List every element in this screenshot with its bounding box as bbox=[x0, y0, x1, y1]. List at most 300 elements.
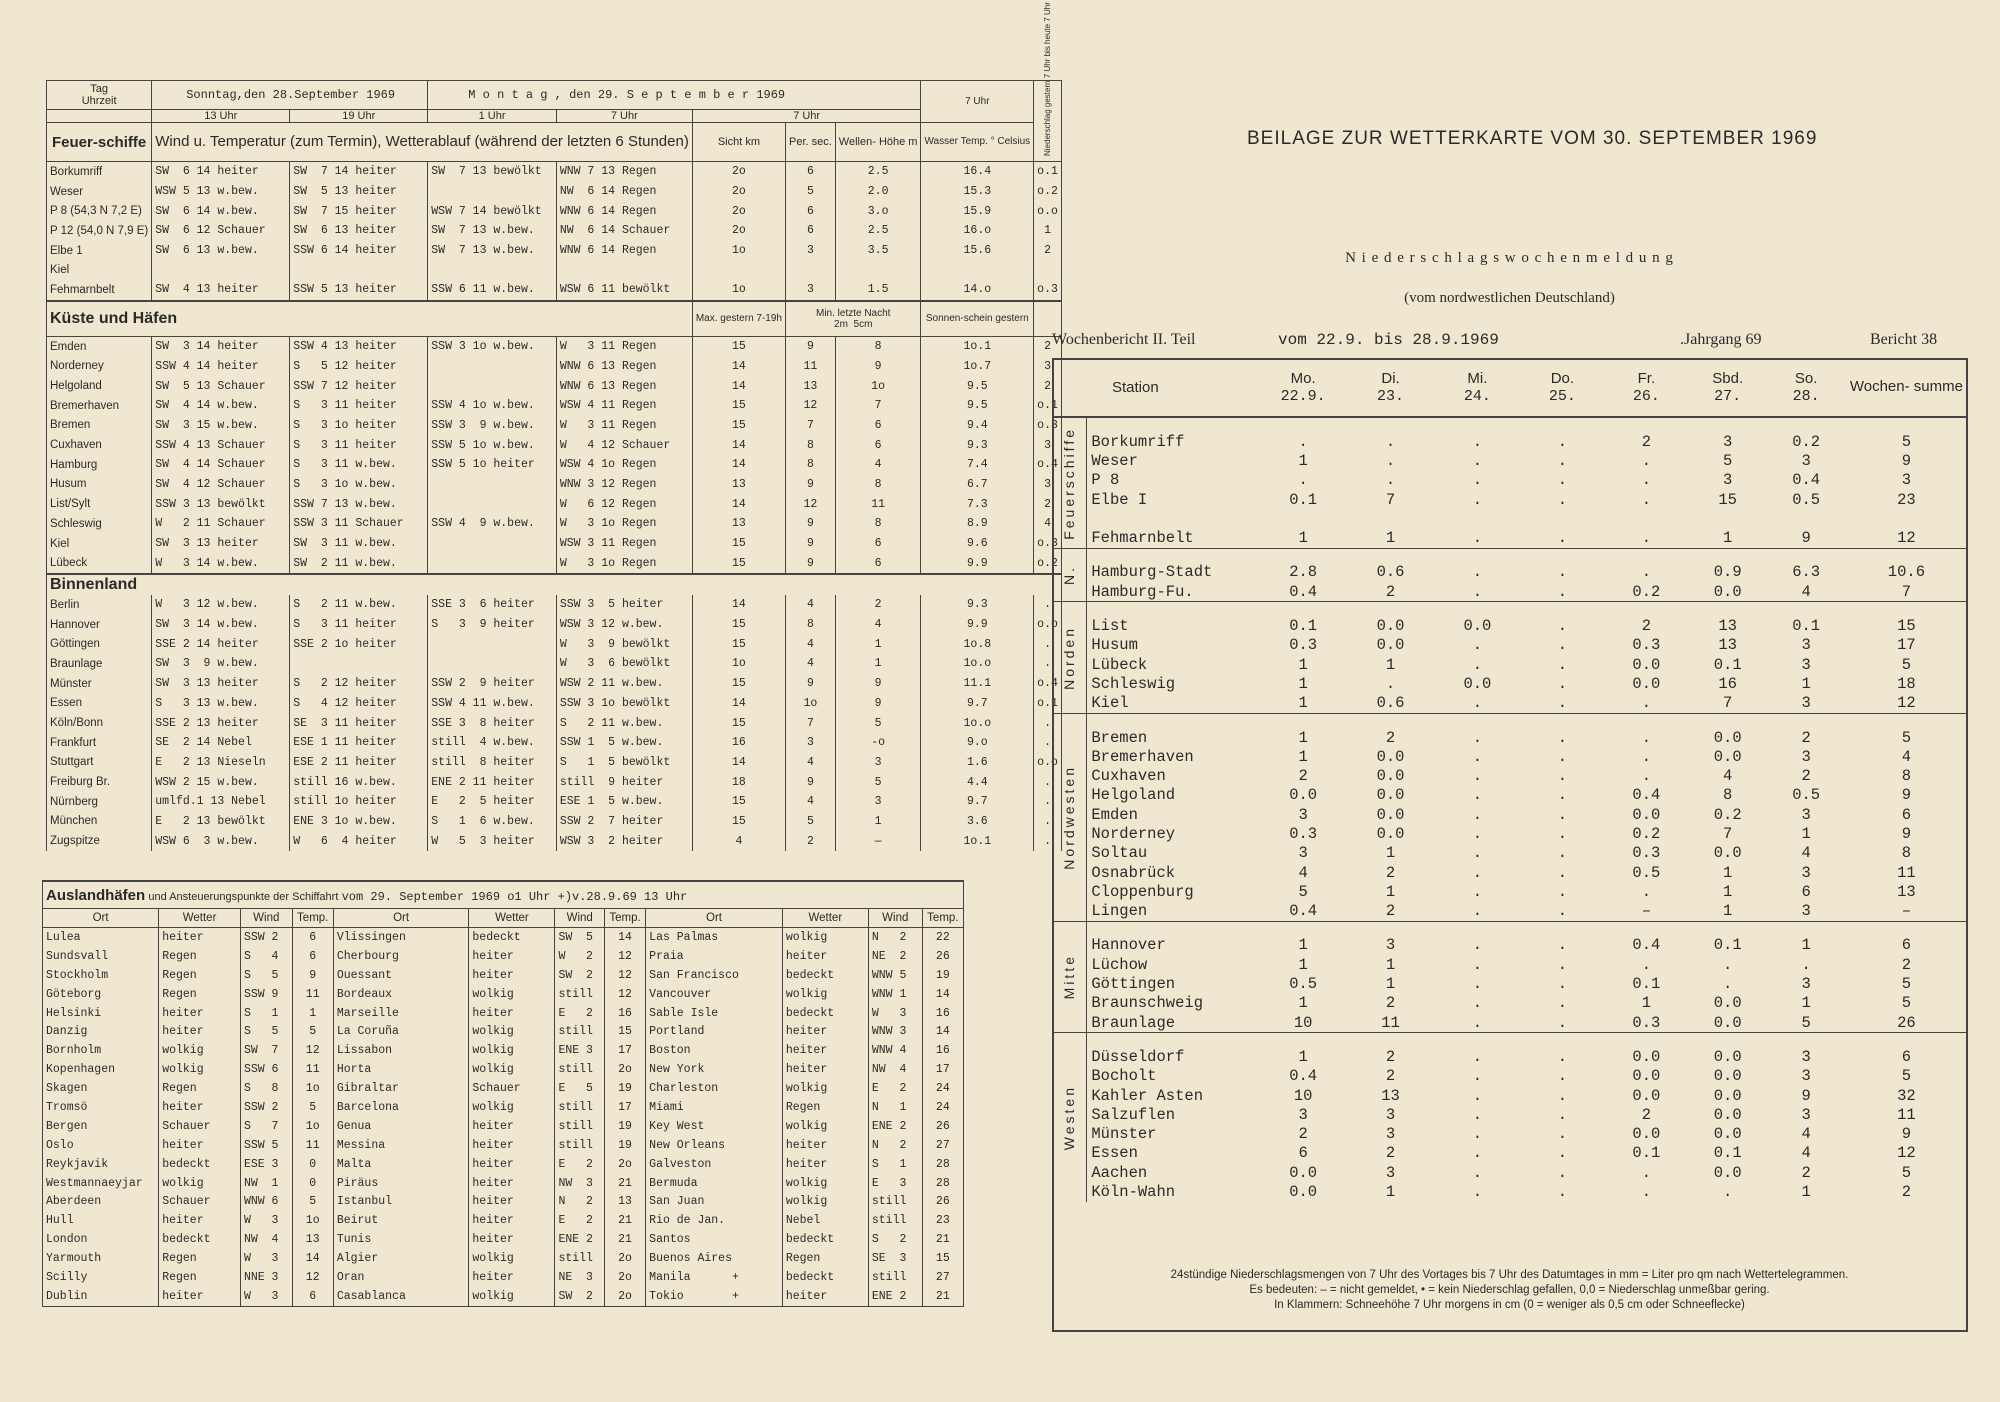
precip-value: 3 bbox=[1801, 975, 1811, 994]
obs-cell: WNW 3 12 Regen bbox=[556, 475, 692, 495]
obs-cell: umlfd.1 13 Nebel bbox=[152, 792, 290, 812]
precip-value: 8 bbox=[1723, 786, 1733, 805]
port-cell: still bbox=[868, 1211, 922, 1230]
precip-row bbox=[1052, 1182, 1967, 1201]
precip-value: 0.0 bbox=[1632, 1086, 1661, 1105]
precip-value: 5 bbox=[1901, 994, 1912, 1013]
port-cell: 17 bbox=[604, 1098, 645, 1117]
precip-value: 5 bbox=[1846, 417, 1967, 451]
port-name: San Juan bbox=[646, 1192, 783, 1211]
precip-value: . bbox=[1472, 882, 1483, 901]
precip-value: 7 bbox=[1901, 582, 1912, 601]
port-cell: wolkig bbox=[782, 985, 868, 1004]
precip-value: 9 bbox=[1901, 786, 1912, 805]
precip-row bbox=[1052, 582, 1967, 602]
precip-row bbox=[1052, 955, 1967, 974]
precip-value: 1 bbox=[1385, 529, 1396, 548]
precip-value: . bbox=[1472, 805, 1483, 824]
di-header: Di. 23. bbox=[1347, 358, 1434, 417]
port-cell: S 2 bbox=[868, 1230, 922, 1249]
obs-cell: 16.o bbox=[921, 221, 1034, 241]
obs-cell: W 2 11 Schauer bbox=[152, 514, 290, 534]
station-name: Köln/Bonn bbox=[47, 713, 152, 733]
precip-value: 0.2 bbox=[1632, 824, 1661, 843]
port-cell: 21 bbox=[604, 1174, 645, 1193]
port-cell: heiter bbox=[469, 1004, 555, 1023]
port-cell: Regen bbox=[159, 1079, 241, 1098]
precip-row bbox=[1052, 548, 1967, 582]
port-cell: N 2 bbox=[868, 928, 922, 947]
precip-row bbox=[1052, 1033, 1967, 1067]
inland-row bbox=[47, 694, 1062, 714]
station-name: Bremerhaven bbox=[47, 396, 152, 416]
precip-value bbox=[1434, 509, 1521, 528]
port-name: Rio de Jan. bbox=[646, 1211, 783, 1230]
obs-cell: SW 5 13 heiter bbox=[290, 182, 428, 202]
precip-value: 1 bbox=[1641, 994, 1652, 1013]
obs-cell: S 3 11 heiter bbox=[290, 615, 428, 635]
port-cell: 15 bbox=[604, 1022, 645, 1041]
port-cell: heiter bbox=[469, 1136, 555, 1155]
port-name: Tromsö bbox=[43, 1098, 159, 1117]
precip-value: 0.6 bbox=[1376, 694, 1405, 713]
port-cell: SW 7 bbox=[240, 1041, 292, 1060]
obs-cell: SW 7 15 heiter bbox=[290, 201, 428, 221]
obs-cell: SSE 2 14 heiter bbox=[152, 634, 290, 654]
precip-value: 9 bbox=[1801, 529, 1811, 548]
obs-cell bbox=[428, 534, 557, 554]
precip-value: 5 bbox=[1298, 882, 1308, 901]
precip-value: . bbox=[1557, 805, 1568, 824]
port-cell: S 5 bbox=[240, 966, 292, 985]
obs-cell: SW 7 14 heiter bbox=[290, 162, 428, 182]
precip-value bbox=[1846, 509, 1967, 528]
station-name: Emden bbox=[47, 336, 152, 356]
obs-cell: W 3 11 Regen bbox=[556, 336, 692, 356]
precip-value: . bbox=[1557, 844, 1568, 863]
obs-cell: SSW 3 1o bewölkt bbox=[556, 694, 692, 714]
obs-cell: SSE 3 8 heiter bbox=[428, 713, 557, 733]
port-cell: 28 bbox=[922, 1174, 963, 1193]
coast-row bbox=[47, 396, 1062, 416]
precip-value: 26 bbox=[1897, 1013, 1916, 1032]
time-13: 13 Uhr bbox=[152, 110, 290, 123]
obs-cell: 1o bbox=[786, 694, 836, 714]
port-row bbox=[43, 1136, 964, 1155]
obs-cell: E 2 13 bewölkt bbox=[152, 812, 290, 832]
obs-cell bbox=[428, 182, 557, 202]
port-cell: bedeckt bbox=[159, 1230, 241, 1249]
precip-value: . bbox=[1434, 417, 1521, 451]
port-cell: heiter bbox=[782, 1041, 868, 1060]
obs-cell: 3 bbox=[835, 753, 921, 773]
obs-cell: 9.9 bbox=[921, 553, 1034, 574]
port-cell: 5 bbox=[292, 1022, 333, 1041]
precip-value: 1 bbox=[1259, 713, 1347, 747]
port-cell: 19 bbox=[604, 1079, 645, 1098]
station-name: P 8 (54,3 N 7,2 E) bbox=[47, 201, 152, 221]
port-cell: still bbox=[555, 1060, 604, 1079]
port-name: Las Palmas bbox=[646, 928, 783, 947]
port-cell: still bbox=[555, 1249, 604, 1268]
obs-cell: . bbox=[1034, 812, 1062, 832]
precip-value: 3 bbox=[1801, 1067, 1811, 1086]
obs-cell: NW 6 14 Regen bbox=[556, 182, 692, 202]
obs-cell: SSW 7 12 heiter bbox=[290, 376, 428, 396]
obs-cell: 3.6 bbox=[921, 812, 1034, 832]
precip-value: 0.0 bbox=[1289, 1183, 1318, 1202]
per-header: Per. sec. bbox=[786, 123, 836, 162]
precip-value: 0.0 bbox=[1376, 824, 1405, 843]
obs-cell: 15 bbox=[692, 634, 785, 654]
precip-value: 3 bbox=[1385, 1105, 1396, 1124]
port-cell: heiter bbox=[469, 1155, 555, 1174]
port-cell: heiter bbox=[159, 1211, 241, 1230]
precip-value: . bbox=[1641, 747, 1652, 766]
precip-value: 4 bbox=[1801, 582, 1811, 601]
port-name: Vancouver bbox=[646, 985, 783, 1004]
port-cell: Nebel bbox=[782, 1211, 868, 1230]
precip-value: 0.0 bbox=[1713, 1013, 1742, 1032]
inland-row bbox=[47, 713, 1062, 733]
precip-row bbox=[1052, 509, 1967, 528]
port-name: Piräus bbox=[333, 1174, 469, 1193]
port-cell: heiter bbox=[469, 1192, 555, 1211]
inland-row bbox=[47, 615, 1062, 635]
precip-value: 2 bbox=[1385, 902, 1396, 921]
precip-value: . bbox=[1557, 1163, 1568, 1182]
port-cell: wolkig bbox=[159, 1174, 241, 1193]
station-name: P 12 (54,0 N 7,9 E) bbox=[47, 221, 152, 241]
obs-cell: 3 bbox=[786, 733, 836, 753]
sonne-header: Sonnen-schein gestern bbox=[921, 301, 1034, 337]
precip-value: 1 bbox=[1298, 747, 1308, 766]
obs-cell: 2 bbox=[1034, 376, 1062, 396]
obs-cell: SW 2 11 w.bew. bbox=[290, 553, 428, 574]
precip-value: . bbox=[1557, 1067, 1568, 1086]
precip-value: 2 bbox=[1385, 1067, 1396, 1086]
port-cell: 16 bbox=[922, 1004, 963, 1023]
port-cell: Regen bbox=[782, 1098, 868, 1117]
port-cell: Schauer bbox=[469, 1079, 555, 1098]
port-cell: 2o bbox=[604, 1155, 645, 1174]
precip-row bbox=[1052, 490, 1967, 509]
obs-cell: W 3 6 bewölkt bbox=[556, 654, 692, 674]
precip-value: 9 bbox=[1901, 451, 1912, 470]
precip-value bbox=[1767, 509, 1846, 528]
precip-value: . bbox=[1723, 955, 1733, 974]
station-name: Hamburg bbox=[47, 455, 152, 475]
precip-value: . bbox=[1434, 548, 1521, 582]
port-cell: ESE 3 bbox=[240, 1155, 292, 1174]
port-cell: SW 2 bbox=[555, 1287, 604, 1306]
obs-cell: 4 bbox=[1034, 514, 1062, 534]
precip-value: 9 bbox=[1801, 1086, 1811, 1105]
station-name: Emden bbox=[1091, 805, 1138, 824]
footnote-1: 24stündige Niederschlagsmengen von 7 Uhr des Vortages bis 7 Uhr des Datumtages in mm = Liter pro qm nach Wettertelegrammen. bbox=[1170, 1269, 1849, 1281]
station-name: Lübeck bbox=[47, 553, 152, 574]
precip-row bbox=[1052, 694, 1967, 714]
obs-cell: ESE 1 11 heiter bbox=[290, 733, 428, 753]
obs-cell: 15 bbox=[692, 713, 785, 733]
port-cell: 1o bbox=[292, 1211, 333, 1230]
obs-cell: SSW 6 14 heiter bbox=[290, 241, 428, 261]
obs-cell: 5 bbox=[835, 772, 921, 792]
precip-value: . bbox=[1557, 882, 1568, 901]
port-name: Casablanca bbox=[333, 1287, 469, 1306]
precip-value: 0.0 bbox=[1713, 1067, 1742, 1086]
precip-value: . bbox=[1557, 786, 1568, 805]
ports-caption: Auslandhäfen und Ansteuerungspunkte der Schiffahrt vom 29. September 1969 o1 Uhr +)v.28.9.69 13 Uhr bbox=[43, 881, 964, 909]
port-cell: 21 bbox=[604, 1230, 645, 1249]
precip-row bbox=[1052, 1013, 1967, 1033]
precip-value: 0.0 bbox=[1713, 1163, 1742, 1182]
port-name: Barcelona bbox=[333, 1098, 469, 1117]
port-name: Praia bbox=[646, 947, 783, 966]
precip-value: 5 bbox=[1901, 975, 1912, 994]
obs-cell: S 3 11 w.bew. bbox=[290, 455, 428, 475]
obs-cell bbox=[786, 260, 836, 280]
obs-cell: SW 3 13 heiter bbox=[152, 674, 290, 694]
obs-cell: S 3 11 heiter bbox=[290, 435, 428, 455]
obs-cell: SSW 5 13 heiter bbox=[290, 280, 428, 301]
port-cell: 19 bbox=[604, 1136, 645, 1155]
precip-value: 3 bbox=[1801, 655, 1811, 674]
obs-cell: 2.5 bbox=[835, 162, 921, 182]
obs-cell: 6.7 bbox=[921, 475, 1034, 495]
precip-value: 2 bbox=[1801, 767, 1811, 786]
station-header: Station bbox=[1052, 358, 1259, 417]
obs-cell: SW 6 14 heiter bbox=[152, 162, 290, 182]
port-cell: W 2 bbox=[555, 947, 604, 966]
precip-value: 17 bbox=[1897, 636, 1916, 655]
port-cell: N 1 bbox=[868, 1098, 922, 1117]
coast-row bbox=[47, 336, 1062, 356]
obs-cell: 7.3 bbox=[921, 494, 1034, 514]
port-cell: WNW 4 bbox=[868, 1041, 922, 1060]
obs-cell: 14.o bbox=[921, 280, 1034, 301]
precip-value: 0.5 bbox=[1289, 975, 1318, 994]
obs-cell: WNW 6 14 Regen bbox=[556, 241, 692, 261]
precip-value: 0.0 bbox=[1713, 1086, 1742, 1105]
ships-row bbox=[47, 221, 1062, 241]
station-name: Cuxhaven bbox=[1091, 767, 1166, 786]
obs-cell: 9 bbox=[786, 553, 836, 574]
obs-cell: 1o.7 bbox=[921, 357, 1034, 377]
obs-cell: SW 5 13 Schauer bbox=[152, 376, 290, 396]
time-7-sea: 7 Uhr bbox=[692, 110, 921, 123]
obs-cell: WNW 6 13 Regen bbox=[556, 357, 692, 377]
precip-value: 13 bbox=[1718, 636, 1737, 655]
precip-value: . bbox=[1557, 1125, 1568, 1144]
foreign-ports-table bbox=[42, 880, 964, 1309]
coast-rows bbox=[47, 336, 1062, 574]
obs-cell: SSW 4 11 w.bew. bbox=[428, 694, 557, 714]
precip-value: . bbox=[1472, 636, 1483, 655]
precip-value: . bbox=[1557, 1183, 1568, 1202]
port-cell: 21 bbox=[922, 1287, 963, 1306]
precip-value: 0.1 bbox=[1259, 602, 1347, 636]
precip-value: 11 bbox=[1897, 1105, 1916, 1124]
station-name: Fehmarnbelt bbox=[47, 280, 152, 301]
obs-cell: 1 bbox=[1034, 221, 1062, 241]
obs-cell: 11 bbox=[835, 494, 921, 514]
precip-value: 0.0 bbox=[1347, 602, 1434, 636]
port-cell: SW 5 bbox=[555, 928, 604, 947]
obs-cell: SSW 6 11 w.bew. bbox=[428, 280, 557, 301]
obs-cell: 5 bbox=[786, 812, 836, 832]
port-name: Messina bbox=[333, 1136, 469, 1155]
precip-value: 4 bbox=[1801, 1144, 1811, 1163]
port-cell: E 3 bbox=[868, 1174, 922, 1193]
precip-value: . bbox=[1472, 994, 1483, 1013]
precip-value: 3 bbox=[1801, 1105, 1811, 1124]
precip-value: . bbox=[1557, 582, 1568, 601]
obs-cell: 2 bbox=[1034, 336, 1062, 356]
port-cell: heiter bbox=[782, 1287, 868, 1306]
port-row bbox=[43, 1004, 964, 1023]
obs-cell: S 2 11 w.bew. bbox=[290, 595, 428, 615]
port-cell: 27 bbox=[922, 1136, 963, 1155]
obs-cell: 6 bbox=[835, 534, 921, 554]
precip-value: . bbox=[1641, 451, 1652, 470]
obs-cell: WSW 7 14 bewölkt bbox=[428, 201, 557, 221]
obs-cell: 14 bbox=[692, 357, 785, 377]
precip-value: 0.1 bbox=[1632, 975, 1661, 994]
port-row bbox=[43, 985, 964, 1004]
port-cell: ENE 3 bbox=[555, 1041, 604, 1060]
obs-cell: WSW 5 13 w.bew. bbox=[152, 182, 290, 202]
precip-value: 0.0 bbox=[1713, 1125, 1742, 1144]
station-name: Nürnberg bbox=[47, 792, 152, 812]
precip-row bbox=[1052, 636, 1967, 655]
precip-value: 10 bbox=[1293, 1086, 1313, 1105]
station-name: Aachen bbox=[1091, 1163, 1148, 1182]
obs-cell: ESE 1 5 w.bew. bbox=[556, 792, 692, 812]
obs-cell: 16.4 bbox=[921, 162, 1034, 182]
precip-value: . bbox=[1641, 1163, 1652, 1182]
obs-cell: WSW 3 12 w.bew. bbox=[556, 615, 692, 635]
port-name: Istanbul bbox=[333, 1192, 469, 1211]
precip-row bbox=[1052, 1144, 1967, 1163]
obs-cell: . bbox=[1034, 654, 1062, 674]
station-name: Osnabrück bbox=[1091, 863, 1176, 882]
obs-cell: WSW 3 11 Regen bbox=[556, 534, 692, 554]
precip-value: 0.4 bbox=[1289, 902, 1318, 921]
precip-value: 1 bbox=[1385, 882, 1396, 901]
precip-row bbox=[1052, 528, 1967, 548]
precip-value: 4 bbox=[1298, 863, 1308, 882]
obs-cell: SSW 3 9 w.bew. bbox=[428, 416, 557, 436]
port-cell: 13 bbox=[292, 1230, 333, 1249]
port-cell: 9 bbox=[292, 966, 333, 985]
obs-cell: 7 bbox=[786, 713, 836, 733]
obs-cell: 8 bbox=[786, 615, 836, 635]
port-cell: 22 bbox=[922, 928, 963, 947]
precip-value: 3 bbox=[1723, 471, 1733, 490]
obs-cell: 11 bbox=[786, 357, 836, 377]
port-cell: heiter bbox=[469, 1174, 555, 1193]
port-cell: 2o bbox=[604, 1060, 645, 1079]
port-cell: N 2 bbox=[555, 1192, 604, 1211]
obs-cell: 12 bbox=[786, 494, 836, 514]
obs-cell: 12 bbox=[786, 396, 836, 416]
port-row bbox=[43, 1249, 964, 1268]
obs-cell: 6 bbox=[786, 162, 836, 182]
precip-value: 0.0 bbox=[1632, 655, 1661, 674]
obs-cell: 1 bbox=[835, 634, 921, 654]
station-name: Freiburg Br. bbox=[47, 772, 152, 792]
station-name: Husum bbox=[47, 475, 152, 495]
wind-header: Wind u. Temperatur (zum Termin), Wetterablauf (während der letzten 6 Stunden) bbox=[152, 123, 693, 162]
port-cell: bedeckt bbox=[782, 966, 868, 985]
obs-cell: 2o bbox=[692, 162, 785, 182]
port-cell: 19 bbox=[604, 1117, 645, 1136]
port-cell: 14 bbox=[922, 985, 963, 1004]
obs-cell: S 4 12 heiter bbox=[290, 694, 428, 714]
station-name: Norderney bbox=[1091, 824, 1176, 843]
precip-value: 3 bbox=[1298, 1105, 1308, 1124]
obs-cell: 1o bbox=[692, 654, 785, 674]
obs-cell: 9.3 bbox=[921, 595, 1034, 615]
precip-value: 11 bbox=[1381, 1013, 1400, 1032]
obs-cell: 9 bbox=[835, 357, 921, 377]
precip-value: 0.2 bbox=[1713, 805, 1742, 824]
obs-cell: 16 bbox=[692, 733, 785, 753]
obs-cell: W 5 3 heiter bbox=[428, 831, 557, 851]
port-cell: Regen bbox=[159, 947, 241, 966]
precip-value bbox=[1689, 509, 1767, 528]
precip-value: 4 bbox=[1801, 844, 1811, 863]
precip-value: 0.0 bbox=[1376, 805, 1405, 824]
port-cell: SSW 5 bbox=[240, 1136, 292, 1155]
obs-cell: WSW 2 15 w.bew. bbox=[152, 772, 290, 792]
obs-cell: S 5 12 heiter bbox=[290, 357, 428, 377]
port-cell: 11 bbox=[292, 1060, 333, 1079]
obs-cell: SW 6 12 Schauer bbox=[152, 221, 290, 241]
precip-value: 16 bbox=[1718, 674, 1737, 693]
precip-value: 0.0 bbox=[1376, 767, 1405, 786]
precip-value: . bbox=[1472, 1144, 1483, 1163]
report-part: Wochenbericht II. Teil bbox=[1052, 331, 1196, 348]
precip-value: 0.1 bbox=[1689, 921, 1767, 955]
obs-cell: WSW 4 11 Regen bbox=[556, 396, 692, 416]
station-name: Helgoland bbox=[1091, 786, 1176, 805]
port-cell: 5 bbox=[292, 1098, 333, 1117]
obs-cell: 4 bbox=[786, 753, 836, 773]
station-name: Braunlage bbox=[1091, 1013, 1176, 1032]
port-cell: 12 bbox=[604, 947, 645, 966]
port-cell: NE 2 bbox=[868, 947, 922, 966]
inland-row bbox=[47, 595, 1062, 615]
obs-cell bbox=[428, 654, 557, 674]
station-name: Münster bbox=[47, 674, 152, 694]
port-cell: S 1 bbox=[240, 1004, 292, 1023]
obs-cell: 4 bbox=[786, 634, 836, 654]
port-cell: S 4 bbox=[240, 947, 292, 966]
port-cell: wolkig bbox=[469, 1249, 555, 1268]
precip-value: . bbox=[1557, 824, 1568, 843]
obs-cell: 2 bbox=[786, 831, 836, 851]
port-row bbox=[43, 1287, 964, 1306]
port-cell: 1 bbox=[292, 1004, 333, 1023]
precip-value: . bbox=[1557, 694, 1568, 713]
port-cell: 2o bbox=[604, 1287, 645, 1306]
precip-value: . bbox=[1641, 955, 1652, 974]
obs-cell: NW 6 14 Schauer bbox=[556, 221, 692, 241]
precip-value: 0.0 bbox=[1713, 994, 1742, 1013]
obs-cell: o.o bbox=[1034, 615, 1062, 635]
